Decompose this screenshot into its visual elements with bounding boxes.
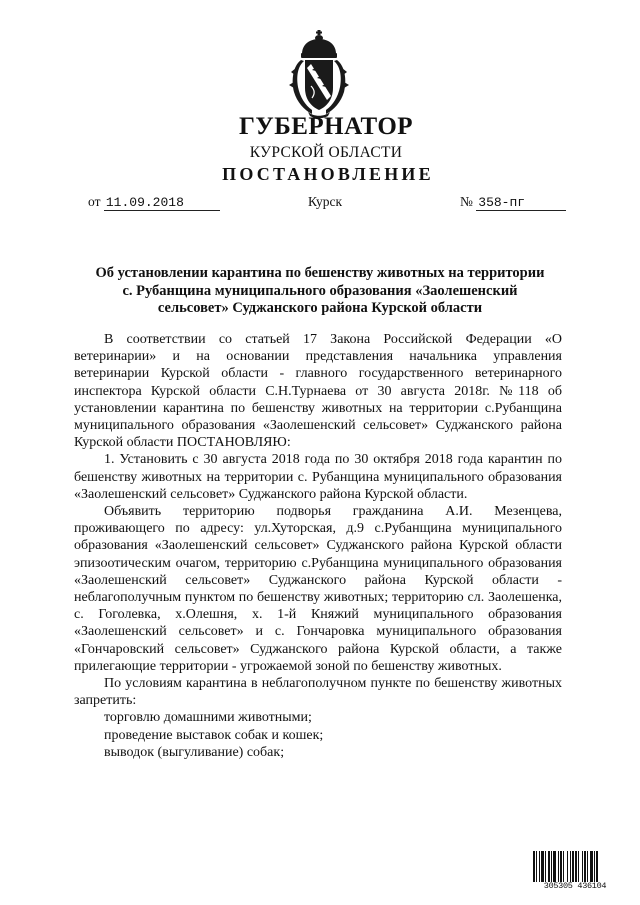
document-type: ПОСТАНОВЛЕНИЕ (222, 164, 434, 184)
barcode-bar (541, 851, 544, 882)
body-paragraph-declaration: Объявить территорию подворья гражданина А.И. Мезенцева, проживающего по адресу: ул.Хуторская, д.9 с.Рубанщина муниципального образования «Заолешенский сельсовет» Суджанского района Курской области эпизоотическим очагом, территорию с.Рубанщина муниципального образования «Заолешенский сельсовет» Суджанского района Курской области - неблагополучным пунктом по бешенству животных; территорию сл. Заолешенка, с. Гоголевка, х.Олешня, х. 1-й Княжий муниципального образования «Заолешенский сельсовет» и с. Гончаровка муниципального образования «Гончаровский сельсовет» Суджанского района Курской области, а также прилегающие территории - угрожаемой зоной по бешенству животных. (74, 504, 562, 674)
barcode-bar (578, 851, 579, 882)
barcode-bar (590, 851, 593, 882)
number-prefix: № (460, 194, 473, 209)
barcode-bar (545, 851, 546, 882)
number-value: 358-пг (476, 196, 566, 211)
barcode-bar (572, 851, 574, 882)
barcode-bar (567, 851, 568, 882)
decree-body (74, 331, 562, 761)
barcode-bar (570, 851, 571, 882)
barcode-bar (584, 851, 586, 882)
body-paragraph-preamble: В соответствии со статьей 17 Закона Российской Федерации «О ветеринарии» и на основании представления начальника управления ветеринарии Курской области - главного государственного ветеринарного инспектора Курской области С.Н.Турнаева от 30 августа 2018г. №118 об установлении карантина по бешенству животных на территории с.Рубанщина муниципального образования «Заолешенский сельсовет» Суджанского района Курской области ПОСТАНОВЛЯЮ: (74, 332, 562, 451)
barcode-bar (553, 851, 556, 882)
restriction-item: выводок (выгуливание) собак; (104, 744, 285, 760)
barcode-number: 305305 436104 (543, 881, 607, 891)
barcode-bar (548, 851, 550, 882)
barcode-bars-icon (533, 851, 617, 882)
barcode-bar (536, 851, 537, 882)
barcode-bar (533, 851, 535, 882)
title-line: Об установлении карантина по бешенству животных на территории (95, 265, 545, 281)
barcode-bar (575, 851, 577, 882)
barcode-bar (551, 851, 552, 882)
restriction-item: торговлю домашними животными; (104, 710, 312, 726)
document-header-region: КУРСКОЙ ОБЛАСТИ (249, 144, 403, 161)
body-paragraph-item-1: 1. Установить с 30 августа 2018 года по 30 октября 2018 года карантин по бешенству животных на территории с. Рубанщина муниципального образования «Заолешенский сельсовет» Суджанского района Курской области. (74, 452, 562, 502)
barcode-bar (558, 851, 559, 882)
barcode-bar (560, 851, 562, 882)
decree-date (88, 194, 220, 211)
decree-city: Курск (308, 194, 343, 209)
decree-title (70, 265, 570, 318)
date-value: 11.09.2018 (104, 196, 220, 211)
barcode-bar (594, 851, 595, 882)
date-prefix: от (88, 194, 101, 209)
restriction-item: проведение выставок собак и кошек; (104, 727, 324, 743)
barcode-bar (596, 851, 598, 882)
title-line: сельсовет» Суджанского района Курской области (157, 300, 483, 316)
barcode-bar (587, 851, 588, 882)
barcode-bar (563, 851, 564, 882)
decree-number (460, 194, 566, 211)
barcode-bar (582, 851, 583, 882)
kursk-coat-of-arms-icon (288, 30, 350, 118)
title-line: с. Рубанщина муниципального образования «Заолешенский (122, 282, 518, 299)
body-paragraph-restrictions: По условиям карантина в неблагополучном пункте по бешенству животных запретить: (74, 676, 562, 709)
document-header-title: ГУБЕРНАТОР (238, 113, 414, 140)
document-barcode (533, 851, 617, 895)
barcode-bar (539, 851, 540, 882)
